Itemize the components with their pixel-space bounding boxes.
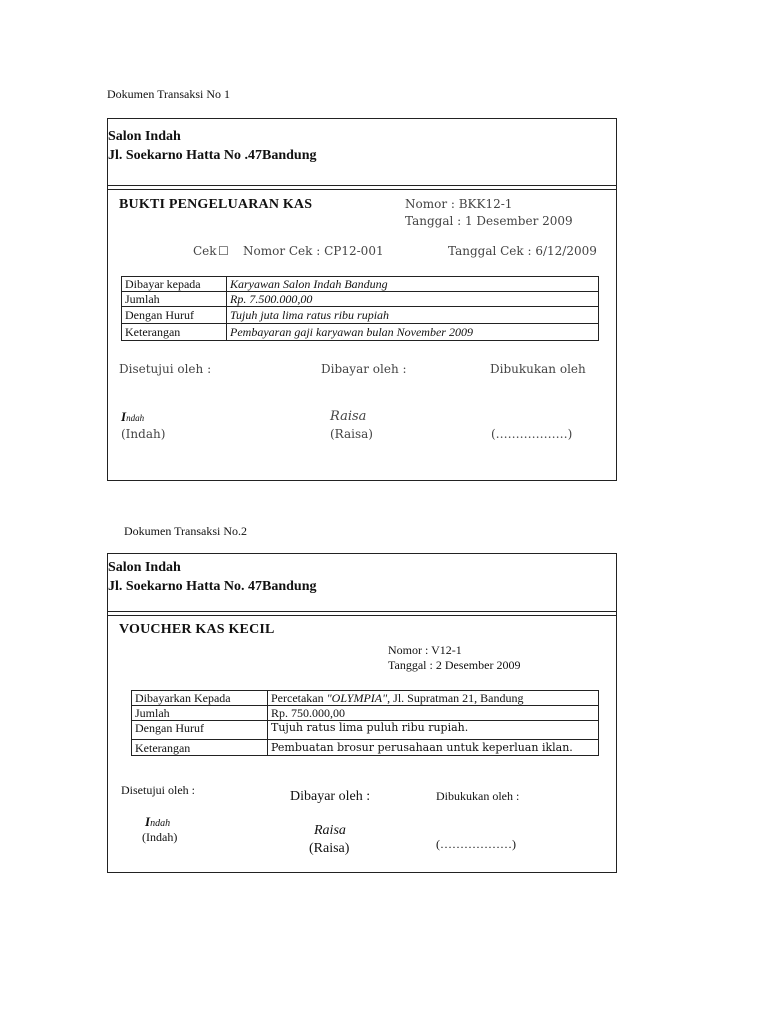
doc1-company-address: Jl. Soekarno Hatta No .47Bandung [108,148,317,163]
doc1-label-dengan-huruf: Dengan Huruf [122,307,227,324]
table-row [132,721,599,740]
doc2-label-dengan-huruf: Dengan Huruf [132,721,268,740]
doc2-value-dibayarkan-kepada [268,691,599,706]
table-row [132,740,599,756]
doc1-details-table [121,276,599,341]
doc1-cek-label: Cek [193,244,217,258]
doc2-dibayar-label: Dibayar oleh : [290,789,371,804]
doc1-name-blank: (………………) [491,427,573,441]
doc1-cek-checkbox: ☐ [218,244,229,258]
table-row [122,292,599,307]
doc2-details-table [131,690,599,756]
doc1-value-dibayar-kepada: Karyawan Salon Indah Bandung [227,277,599,292]
doc2-caption: Dokumen Transaksi No.2 [124,524,248,538]
doc2-signature-indah [145,814,170,830]
table-row [122,324,599,341]
doc2-value-jumlah: Rp. 750.000,00 [268,706,599,721]
doc2-tanggal: Tanggal : 2 Desember 2009 [388,658,521,672]
doc1-disetujui-label: Disetujui oleh : [119,362,212,376]
doc2-value-keterangan: Pembuatan brosur perusahaan untuk keperluan iklan. [268,740,599,756]
doc2-voucher [107,553,617,873]
doc2-company-address: Jl. Soekarno Hatta No. 47Bandung [108,579,317,594]
doc1-nomor-cek: Nomor Cek : CP12-001 [243,244,384,258]
table-row [122,307,599,324]
doc2-signature-indah-initial: I [145,814,151,829]
doc1-label-keterangan: Keterangan [122,324,227,341]
doc1-signature-indah-initial: I [121,409,127,424]
doc1-signature-indah-rest: ndah [126,413,145,423]
doc2-name-indah: (Indah) [142,830,178,844]
doc2-label-jumlah: Jumlah [132,706,268,721]
doc1-name-indah: (Indah) [121,427,166,441]
doc1-header-divider [108,185,616,190]
doc2-title: VOUCHER KAS KECIL [119,622,275,637]
doc1-value-dengan-huruf: Tujuh juta lima ratus ribu rupiah [227,307,599,324]
doc2-name-blank: (………………) [436,837,516,851]
doc1-tanggal-cek: Tanggal Cek : 6/12/2009 [448,244,597,258]
doc1-label-dibayar-kepada: Dibayar kepada [122,277,227,292]
doc2-company-name: Salon Indah [108,560,181,575]
doc1-dibukukan-label: Dibukukan oleh [490,362,586,376]
doc2-disetujui-label: Disetujui oleh : [121,783,195,797]
table-row [132,691,599,706]
doc2-value-dibayarkan-em: "OLYMPIA" [326,691,388,705]
doc2-dibukukan-label: Dibukukan oleh : [436,789,520,803]
doc1-signature-raisa: Raisa [330,409,367,424]
doc2-value-dibayarkan-pre: Percetakan [271,691,327,705]
doc1-value-jumlah: Rp. 7.500.000,00 [227,292,599,307]
doc2-nomor: Nomor : V12-1 [388,643,462,657]
doc2-label-keterangan: Keterangan [132,740,268,756]
doc1-tanggal: Tanggal : 1 Desember 2009 [405,214,573,228]
table-row [132,706,599,721]
doc1-name-raisa: (Raisa) [330,427,373,441]
doc1-dibayar-label: Dibayar oleh : [321,362,407,376]
doc2-label-dibayarkan-kepada: Dibayarkan Kepada [132,691,268,706]
doc2-header-divider [108,611,616,616]
doc2-value-dibayarkan-post: , Jl. Supratman 21, Bandung [387,691,524,705]
doc1-title: BUKTI PENGELUARAN KAS [119,197,313,212]
doc1-value-keterangan: Pembayaran gaji karyawan bulan November 2009 [227,324,599,341]
doc2-signature-raisa: Raisa [314,823,346,838]
doc1-nomor: Nomor : BKK12-1 [405,197,513,211]
doc1-signature-indah [121,409,144,425]
doc1-caption: Dokumen Transaksi No 1 [107,87,231,101]
doc1-company-name: Salon Indah [108,129,181,144]
doc2-signature-indah-rest: ndah [150,818,171,829]
table-row [122,277,599,292]
doc2-name-raisa: (Raisa) [309,841,350,856]
doc1-label-jumlah: Jumlah [122,292,227,307]
doc1-voucher [107,118,617,481]
doc2-value-dengan-huruf: Tujuh ratus lima puluh ribu rupiah. [268,721,599,740]
